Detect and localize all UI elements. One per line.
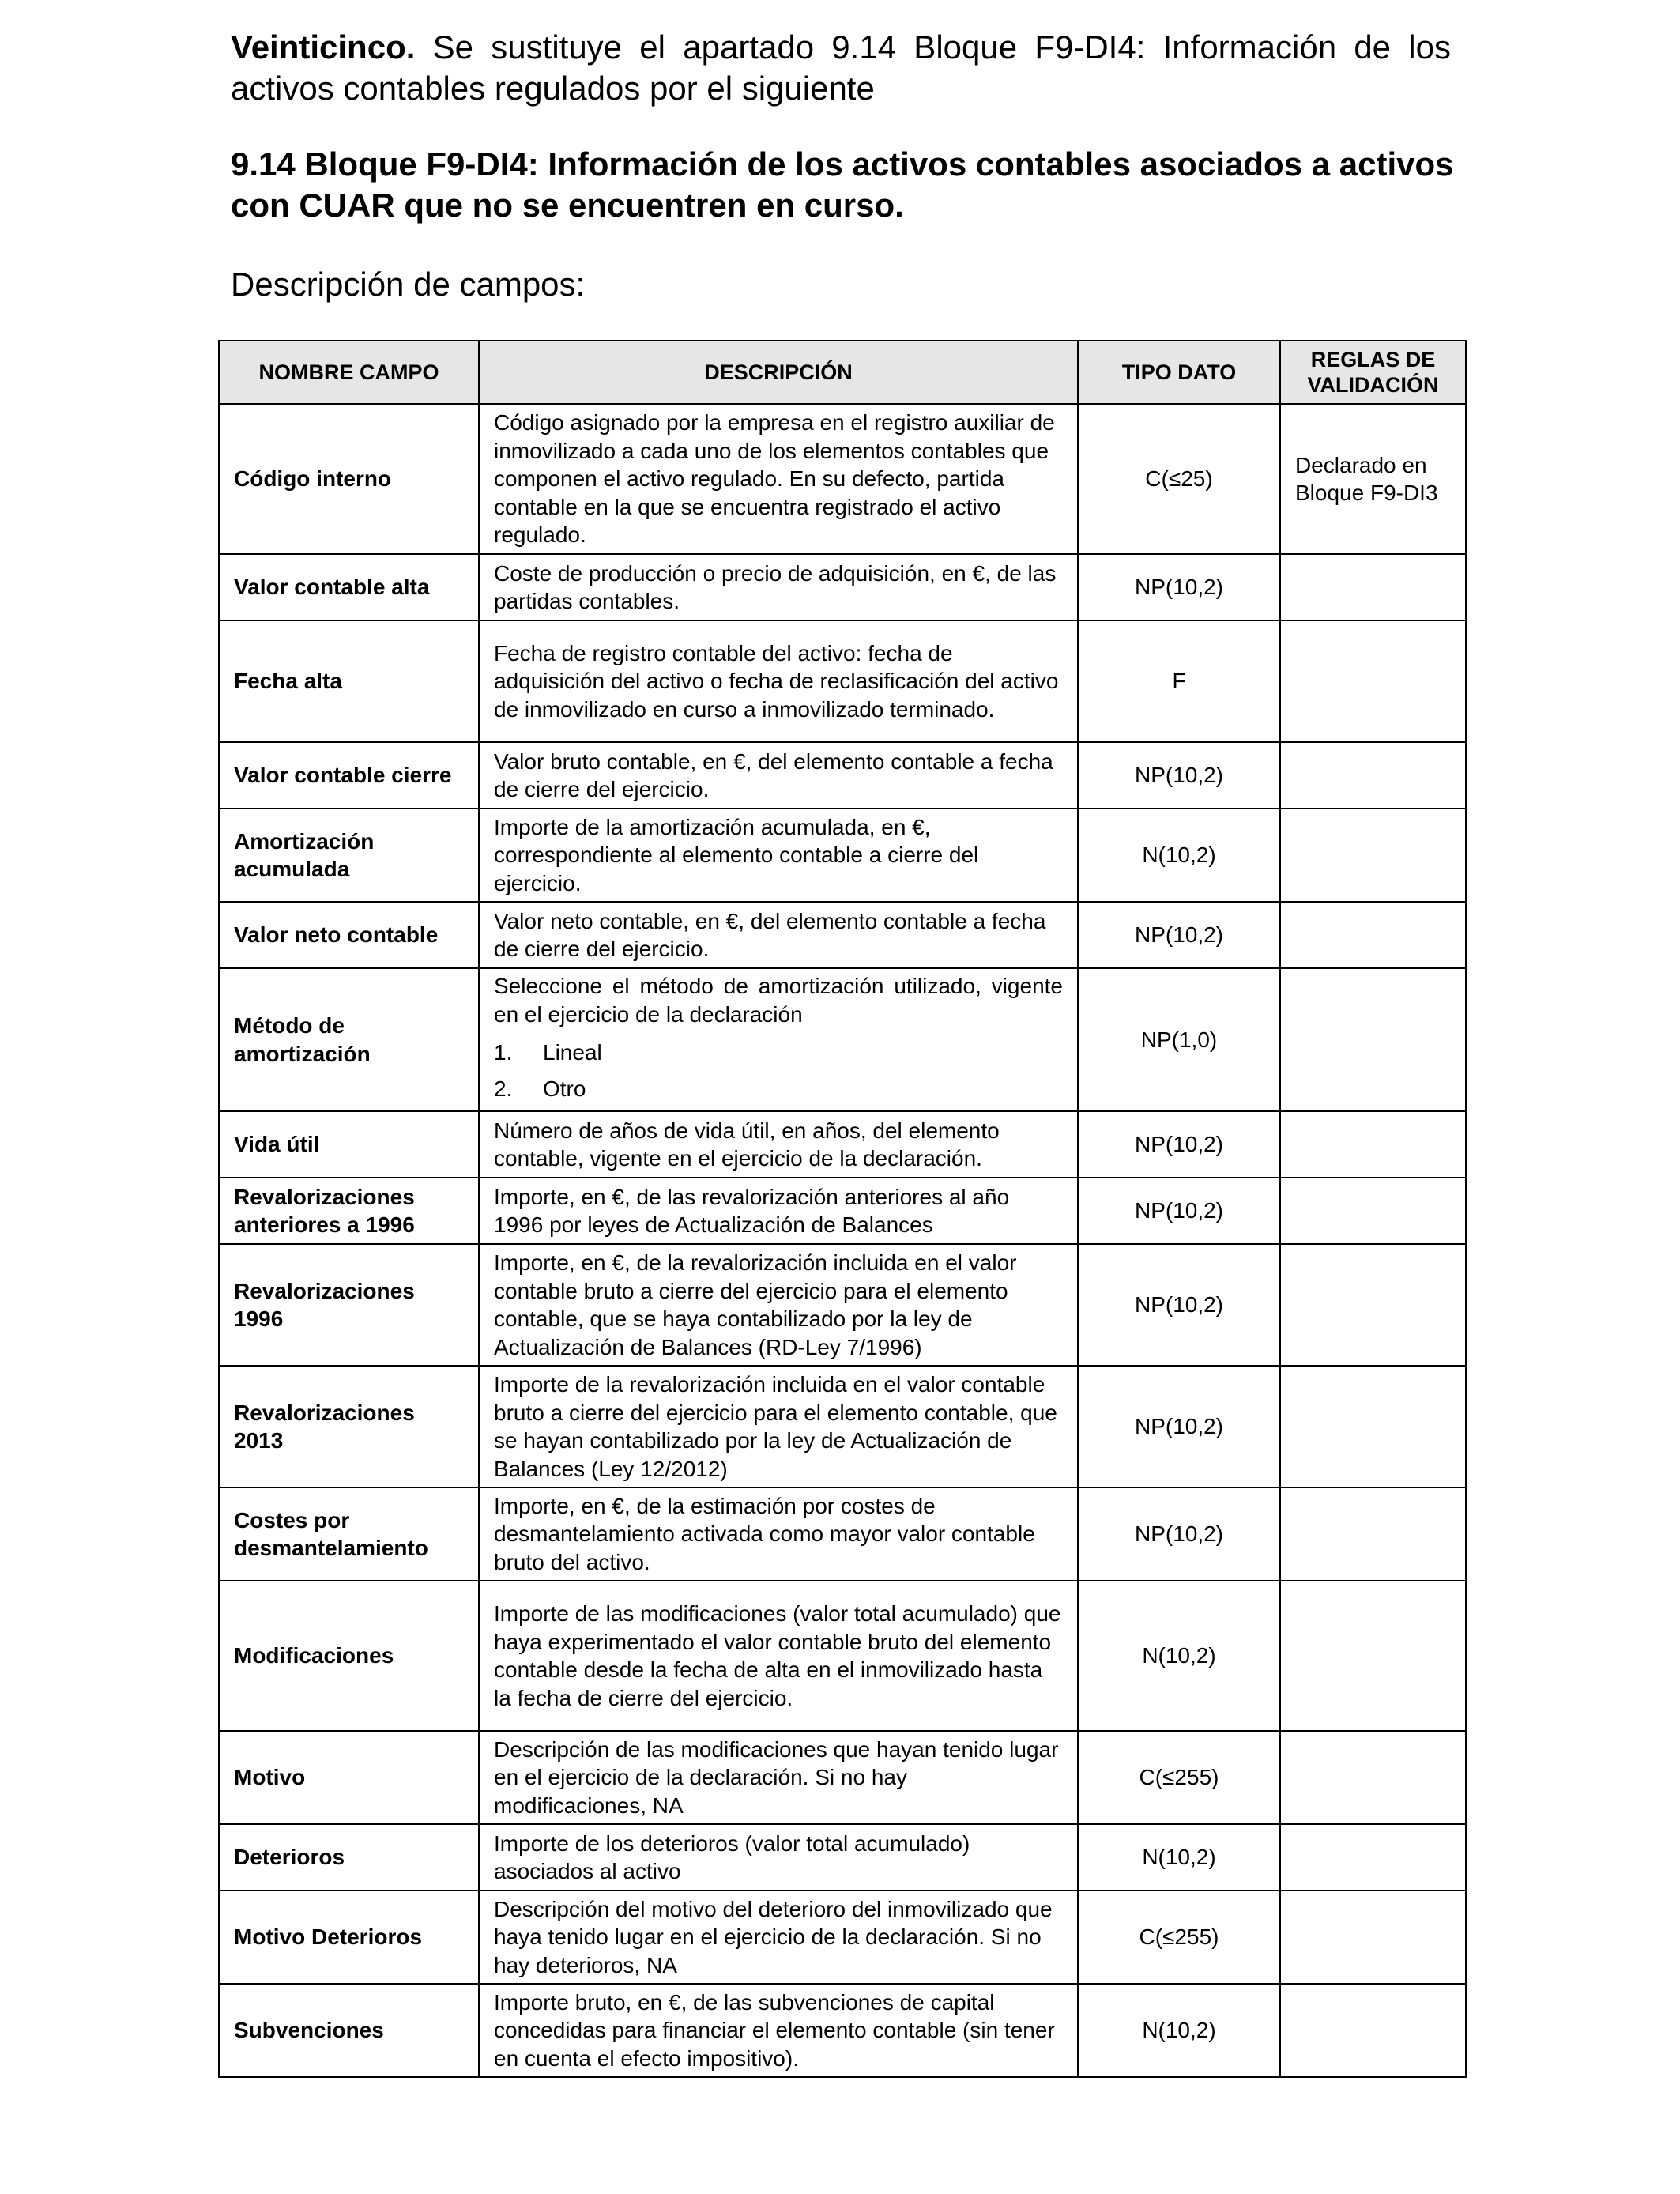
field-name-cell: Motivo xyxy=(219,1731,479,1824)
option-label: Lineal xyxy=(543,1040,602,1065)
table-header-row xyxy=(219,341,1466,404)
field-description-text: Importe de la revalorización incluida en el valor contable bruto a cierre del ejercicio para el elemento contable, que se hayan contabilizado por la ley de Actualización de Balances (Ley 12/2012) xyxy=(494,1372,1057,1481)
field-name-cell: Fecha alta xyxy=(219,620,479,742)
field-type-cell: NP(10,2) xyxy=(1078,554,1280,620)
field-description-cell xyxy=(479,1731,1078,1824)
field-description-text: Valor neto contable, en €, del elemento contable a fecha de cierre del ejercicio. xyxy=(494,908,1046,961)
field-type-cell: N(10,2) xyxy=(1078,1824,1280,1891)
option-number: 2. xyxy=(494,1076,513,1101)
field-name-cell: Método de amortización xyxy=(219,968,479,1111)
field-rules-cell xyxy=(1280,1487,1466,1581)
table-row xyxy=(219,1111,1466,1178)
field-description-cell xyxy=(479,620,1078,742)
field-rules-cell: Declarado en Bloque F9-DI3 xyxy=(1280,404,1466,554)
field-type-cell: C(≤25) xyxy=(1078,404,1280,554)
table-row xyxy=(219,1366,1466,1487)
field-rules-cell xyxy=(1280,1731,1466,1824)
option-item xyxy=(494,1035,1063,1071)
field-description-cell xyxy=(479,1244,1078,1366)
field-description-cell xyxy=(479,1366,1078,1487)
field-type-cell: N(10,2) xyxy=(1078,809,1280,902)
table-row xyxy=(219,1731,1466,1824)
field-description-text: Fecha de registro contable del activo: fecha de adquisición del activo o fecha de reclasificación del activo de inmovilizado en curso a inmovilizado terminado. xyxy=(494,640,1059,722)
table-row xyxy=(219,1824,1466,1891)
table-row xyxy=(219,1487,1466,1581)
field-type-cell: N(10,2) xyxy=(1078,1581,1280,1731)
field-description-cell xyxy=(479,404,1078,554)
field-type-cell: C(≤255) xyxy=(1078,1891,1280,1984)
field-type-cell: NP(10,2) xyxy=(1078,1178,1280,1244)
field-description-text: Coste de producción o precio de adquisición, en €, de las partidas contables. xyxy=(494,560,1057,613)
field-description-text: Importe, en €, de la estimación por costes de desmantelamiento activada como mayor valor contable bruto del activo. xyxy=(494,1493,1035,1574)
field-rules-cell xyxy=(1280,1581,1466,1731)
field-description-text: Importe bruto, en €, de las subvenciones de capital concedidas para financiar el elemento contable (sin tener en cuenta el efecto impositivo). xyxy=(494,1989,1055,2071)
field-name-cell: Subvenciones xyxy=(219,1984,479,2077)
field-type-cell: NP(10,2) xyxy=(1078,1366,1280,1487)
field-rules-cell xyxy=(1280,1178,1466,1244)
table-row xyxy=(219,1178,1466,1244)
field-rules-cell xyxy=(1280,1891,1466,1984)
field-name-cell: Motivo Deterioros xyxy=(219,1891,479,1984)
table-row xyxy=(219,1984,1466,2077)
field-description-cell xyxy=(479,1111,1078,1178)
field-rules-cell xyxy=(1280,742,1466,809)
field-description-text: Importe de la amortización acumulada, en €, correspondiente al elemento contable a cierre del ejercicio. xyxy=(494,814,979,895)
field-rules-cell xyxy=(1280,620,1466,742)
field-description-text: Número de años de vida útil, en años, del elemento contable, vigente en el ejercicio de la declaración. xyxy=(494,1118,1000,1171)
field-description-text: Importe, en €, de las revalorización anteriores al año 1996 por leyes de Actualización de Balances xyxy=(494,1184,1010,1237)
header-reglas-validacion: REGLAS DE VALIDACIÓN xyxy=(1280,341,1466,404)
option-label: Otro xyxy=(543,1076,586,1101)
field-description-cell xyxy=(479,1824,1078,1891)
field-description-cell xyxy=(479,968,1078,1111)
field-type-cell: NP(10,2) xyxy=(1078,902,1280,968)
field-description-text: Descripción de las modificaciones que hayan tenido lugar en el ejercicio de la declaración. Si no hay modificaciones, NA xyxy=(494,1736,1059,1818)
field-description-cell xyxy=(479,554,1078,620)
field-description-cell xyxy=(479,1581,1078,1731)
field-type-cell: NP(10,2) xyxy=(1078,1111,1280,1178)
field-type-cell: NP(10,2) xyxy=(1078,1244,1280,1366)
field-description-cell xyxy=(479,1178,1078,1244)
field-description-cell xyxy=(479,1891,1078,1984)
option-item xyxy=(494,1071,1063,1107)
field-description-cell xyxy=(479,809,1078,902)
field-name-cell: Revalorizaciones anteriores a 1996 xyxy=(219,1178,479,1244)
field-name-cell: Revalorizaciones 1996 xyxy=(219,1244,479,1366)
field-rules-cell xyxy=(1280,1244,1466,1366)
field-rules-cell xyxy=(1280,1111,1466,1178)
field-rules-cell xyxy=(1280,554,1466,620)
table-row xyxy=(219,554,1466,620)
table-row xyxy=(219,620,1466,742)
field-description-text: Importe, en €, de la revalorización incluida en el valor contable bruto a cierre del ejercicio para el elemento contable, que se haya contabilizado por la ley de Actualización de Balances (RD-Ley 7/1996) xyxy=(494,1250,1017,1359)
field-name-cell: Valor neto contable xyxy=(219,902,479,968)
fields-table xyxy=(218,340,1467,2078)
field-description-text: Descripción del motivo del deterioro del inmovilizado que haya tenido lugar en el ejercicio de la declaración. Si no hay deterioros, NA xyxy=(494,1896,1053,1977)
intro-lead: Veinticinco. xyxy=(231,28,416,66)
fields-subheading: Descripción de campos: xyxy=(231,266,586,303)
table-row xyxy=(219,742,1466,809)
field-description-cell xyxy=(479,1984,1078,2077)
table-row xyxy=(219,1891,1466,1984)
field-description-cell xyxy=(479,742,1078,809)
table-row xyxy=(219,1581,1466,1731)
field-description-text: Importe de los deterioros (valor total acumulado) asociados al activo xyxy=(494,1830,970,1883)
header-tipo-dato: TIPO DATO xyxy=(1078,341,1280,404)
field-rules-cell xyxy=(1280,902,1466,968)
field-rules-cell xyxy=(1280,968,1466,1111)
field-name-cell: Costes por desmantelamiento xyxy=(219,1487,479,1581)
intro-paragraph xyxy=(231,27,1451,109)
option-list xyxy=(494,1035,1063,1107)
table-row xyxy=(219,968,1466,1111)
field-type-cell: NP(1,0) xyxy=(1078,968,1280,1111)
field-rules-cell xyxy=(1280,809,1466,902)
field-name-cell: Valor contable alta xyxy=(219,554,479,620)
field-type-cell: F xyxy=(1078,620,1280,742)
table-body xyxy=(219,404,1466,2077)
table-row xyxy=(219,902,1466,968)
intro-text: Se sustituye el apartado 9.14 Bloque F9-DI4: Información de los activos contables regulados por el siguiente xyxy=(231,28,1451,107)
field-name-cell: Código interno xyxy=(219,404,479,554)
header-nombre-campo: NOMBRE CAMPO xyxy=(219,341,479,404)
field-description-text: Seleccione el método de amortización utilizado, vigente en el ejercicio de la declaración xyxy=(494,974,1063,1027)
field-description-text: Código asignado por la empresa en el registro auxiliar de inmovilizado a cada uno de los elementos contables que componen el activo regulado. En su defecto, partida contable en la que se encuentra registrado el activo regulado. xyxy=(494,410,1055,548)
field-type-cell: NP(10,2) xyxy=(1078,1487,1280,1581)
field-name-cell: Modificaciones xyxy=(219,1581,479,1731)
table-row xyxy=(219,1244,1466,1366)
field-name-cell: Amortización acumulada xyxy=(219,809,479,902)
table-row xyxy=(219,404,1466,554)
field-name-cell: Vida útil xyxy=(219,1111,479,1178)
field-description-cell xyxy=(479,1487,1078,1581)
field-description-text: Importe de las modificaciones (valor total acumulado) que haya experimentado el valor contable bruto del elemento contable desde la fecha de alta en el inmovilizado hasta la fecha de cierre del ejercicio. xyxy=(494,1601,1061,1710)
field-description-cell xyxy=(479,902,1078,968)
field-description-text: Valor bruto contable, en €, del elemento contable a fecha de cierre del ejercicio. xyxy=(494,748,1053,801)
field-type-cell: N(10,2) xyxy=(1078,1984,1280,2077)
field-rules-cell xyxy=(1280,1984,1466,2077)
header-descripcion: DESCRIPCIÓN xyxy=(479,341,1078,404)
field-rules-cell xyxy=(1280,1824,1466,1891)
field-type-cell: NP(10,2) xyxy=(1078,742,1280,809)
field-name-cell: Deterioros xyxy=(219,1824,479,1891)
table-row xyxy=(219,809,1466,902)
field-name-cell: Revalorizaciones 2013 xyxy=(219,1366,479,1487)
option-number: 1. xyxy=(494,1040,513,1065)
section-heading: 9.14 Bloque F9-DI4: Información de los activos contables asociados a activos con CUAR que no se encuentren en curso. xyxy=(231,145,1454,224)
field-type-cell: C(≤255) xyxy=(1078,1731,1280,1824)
field-rules-cell xyxy=(1280,1366,1466,1487)
field-name-cell: Valor contable cierre xyxy=(219,742,479,809)
